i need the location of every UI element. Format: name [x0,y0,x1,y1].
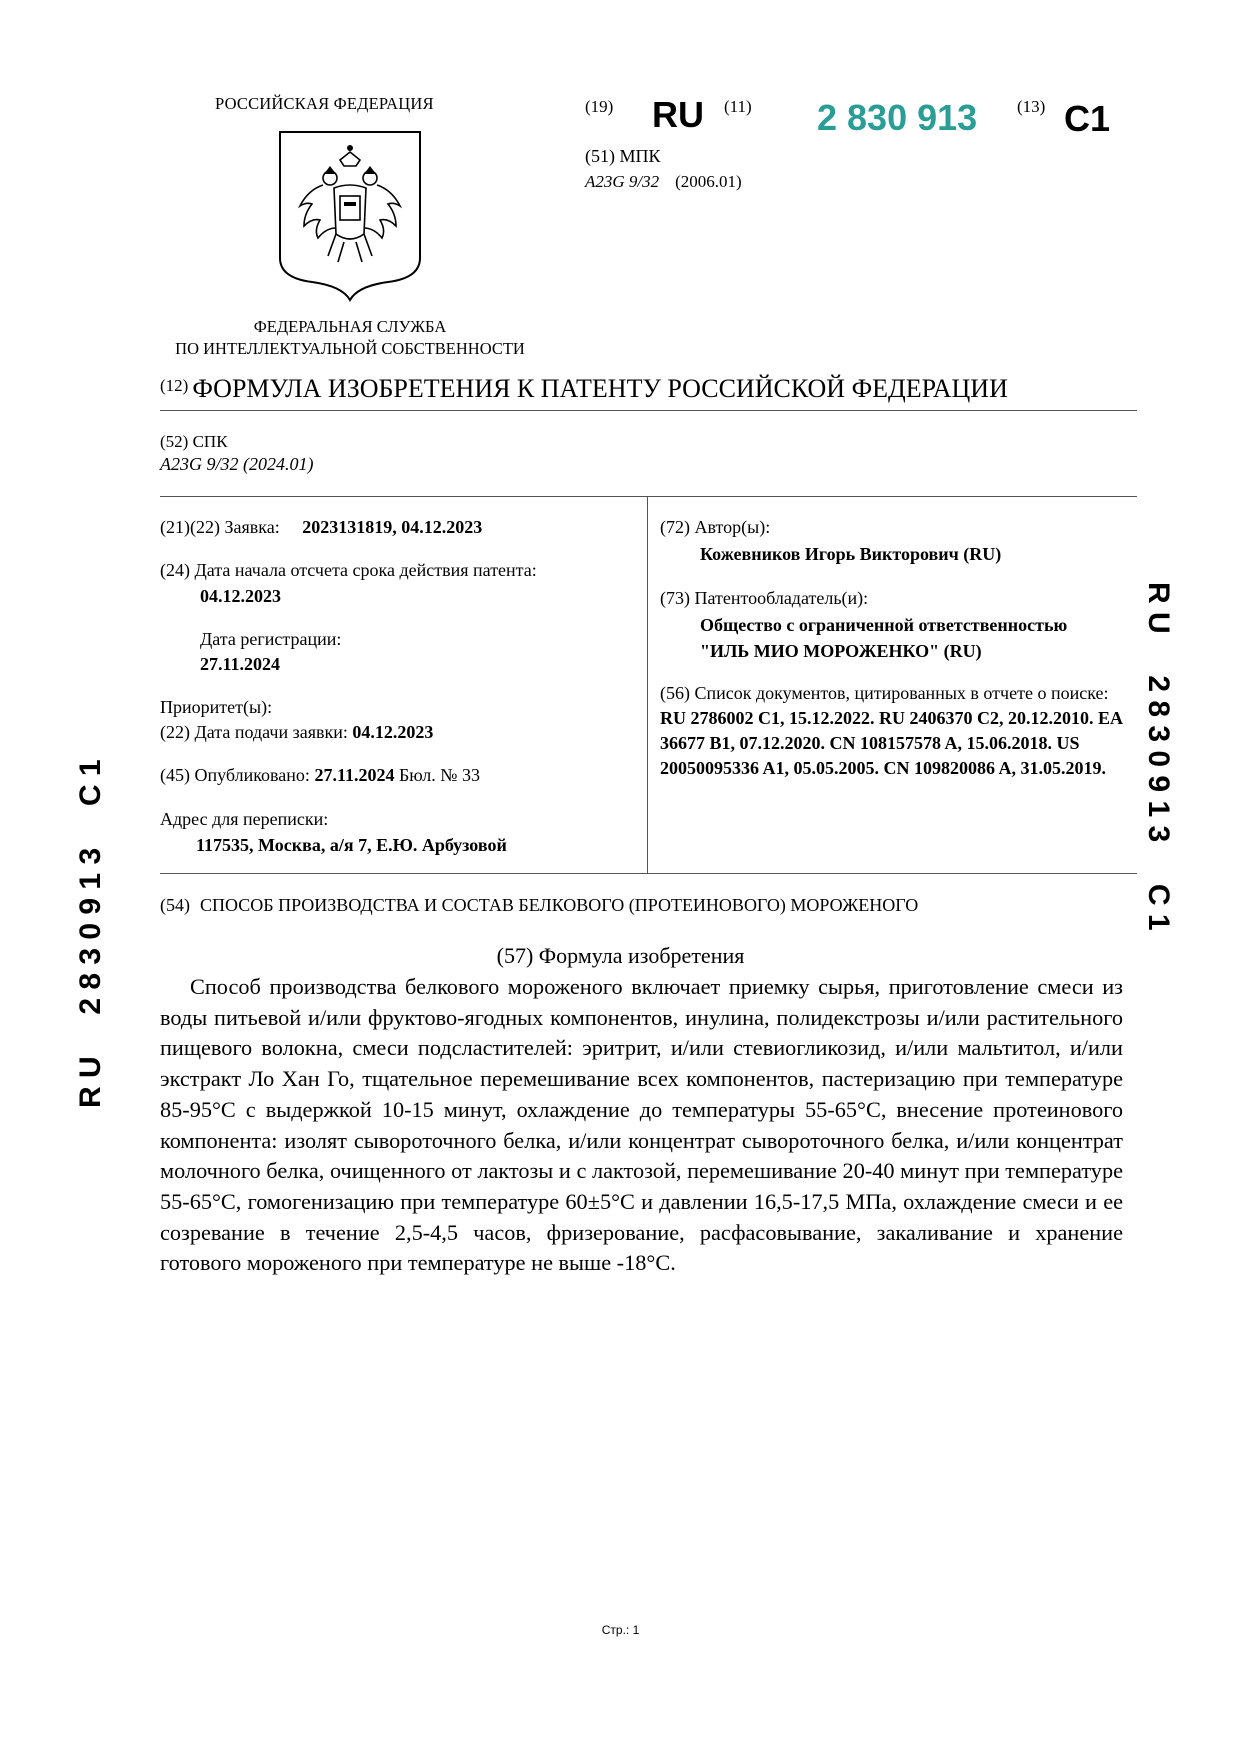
correspondence-address: 117535, Москва, а/я 7, Е.Ю. Арбузовой [196,835,507,855]
cited-documents [660,681,1136,781]
mpk-classification [585,172,742,192]
application-label: (21)(22) Заявка: [160,517,280,537]
cited-list: RU 2786002 C1, 15.12.2022. RU 2406370 C2, 20.12.2010. EA 36677 B1, 07.12.2020. CN 108157578 A, 15.06.2018. US 20050095336 A1, 05.05.2005. CN 109820086 A, 31.05.2019. [660,708,1123,778]
cited-label: (56) Список документов, цитированных в отчете о поиске: [660,683,1109,703]
country-name: РОССИЙСКАЯ ФЕДЕРАЦИЯ [215,94,434,113]
mpk-label: (51) МПК [585,146,661,166]
side-patent-id-right: R U 2 8 3 0 9 1 3 C 1 [1142,582,1175,931]
filing-info [160,720,433,745]
coat-of-arms-icon [278,130,422,302]
divider [160,410,1137,411]
priority-label: Приоритет(ы): [160,697,273,717]
divider [160,496,1137,497]
bulletin-number: Бюл. № 33 [398,765,480,785]
holder-label: (73) Патентообладатель(и): [660,588,869,608]
author-name: Кожевников Игорь Викторович (RU) [700,544,1002,564]
mpk-version: (2006.01) [675,172,742,191]
title-text: ФОРМУЛА ИЗОБРЕТЕНИЯ К ПАТЕНТУ РОССИЙСКОЙ ФЕДЕРАЦИИ [192,374,1008,403]
agency-name [130,316,570,360]
inid-code-13: (13) [1017,97,1046,116]
term-start-date: 04.12.2023 [200,586,281,606]
publication-info [160,763,480,788]
claim-text: Способ производства белкового мороженого включает приемку сырья, приготовление смеси из воды питьевой и/или фруктово-ягодных компонентов, инулина, полидекстрозы и/или растительного пищевого волокна, смеси подсластителей: эритрит, и/или стевиогликозид, и/или мальтитол, и/или экстракт Ло Хан Го, тщательное перемешивание всех компонентов, пастеризацию при температуре 85-95°С с выдержкой 10-15 минут, охлаждение до температуры 55-65°С, внесение протеинового компонента: изолят сывороточного белка, и/или концентрат сывороточного белка, и/или концентрат молочного белка, очищенного от лактозы и с лактозой, перемешивание 20-40 минут при температуре 55-65°С, гомогенизацию при температуре 60±5°С и давлении 16,5-17,5 МПа, охлаждение смеси и ее созревание в течение 2,5-4,5 часов, фризерование, расфасовывание, закаливание и хранение готового мороженого при температуре не выше -18°С. [160,974,1123,1276]
title-code: (12) [160,376,189,395]
document-title [160,374,1008,404]
claims-heading: (57) Формула изобретения [496,943,745,968]
invention-title-text: СПОСОБ ПРОИЗВОДСТВА И СОСТАВ БЕЛКОВОГО (ПРОТЕИНОВОГО) МОРОЖЕНОГО [200,895,919,915]
invention-code: (54) [160,895,190,915]
invention-title [160,895,918,916]
page-number: Стр.: 1 [601,1623,640,1637]
registration-label: Дата регистрации: [200,629,342,649]
registration-date: 27.11.2024 [200,654,281,674]
filing-label: (22) Дата подачи заявки: [160,722,348,742]
application-info [160,515,482,540]
published-date: 27.11.2024 [314,765,395,785]
address-label: Адрес для переписки: [160,809,329,829]
term-start-label: (24) Дата начала отсчета срока действия патента: [160,560,537,580]
authors-label: (72) Автор(ы): [660,517,771,537]
side-patent-id-left: R U 2 8 3 0 9 1 3 C 1 [74,759,107,1108]
application-date: 04.12.2023 [401,517,483,537]
inid-code-19: (19) [585,97,614,116]
agency-line-2: ПО ИНТЕЛЛЕКТУАЛЬНОЙ СОБСТВЕННОСТИ [175,339,525,358]
filing-date: 04.12.2023 [352,722,434,742]
country-code: RU [652,94,704,135]
mpk-class: A23G 9/32 [585,172,660,191]
spk-classification: A23G 9/32 (2024.01) [160,454,314,474]
holder-line-1: Общество с ограниченной ответственностью [700,615,1068,635]
holder-line-2: "ИЛЬ МИО МОРОЖЕНКО" (RU) [700,641,982,661]
spk-label: (52) СПК [160,432,228,451]
patent-number: 2 830 913 [817,97,978,138]
column-divider [647,497,648,873]
application-number: 2023131819, [302,517,397,537]
inid-code-11: (11) [724,97,752,116]
published-label: (45) Опубликовано: [160,765,310,785]
kind-code: C1 [1064,98,1111,139]
patent-holder [700,612,1130,664]
divider [160,873,1137,874]
agency-line-1: ФЕДЕРАЛЬНАЯ СЛУЖБА [253,317,447,336]
